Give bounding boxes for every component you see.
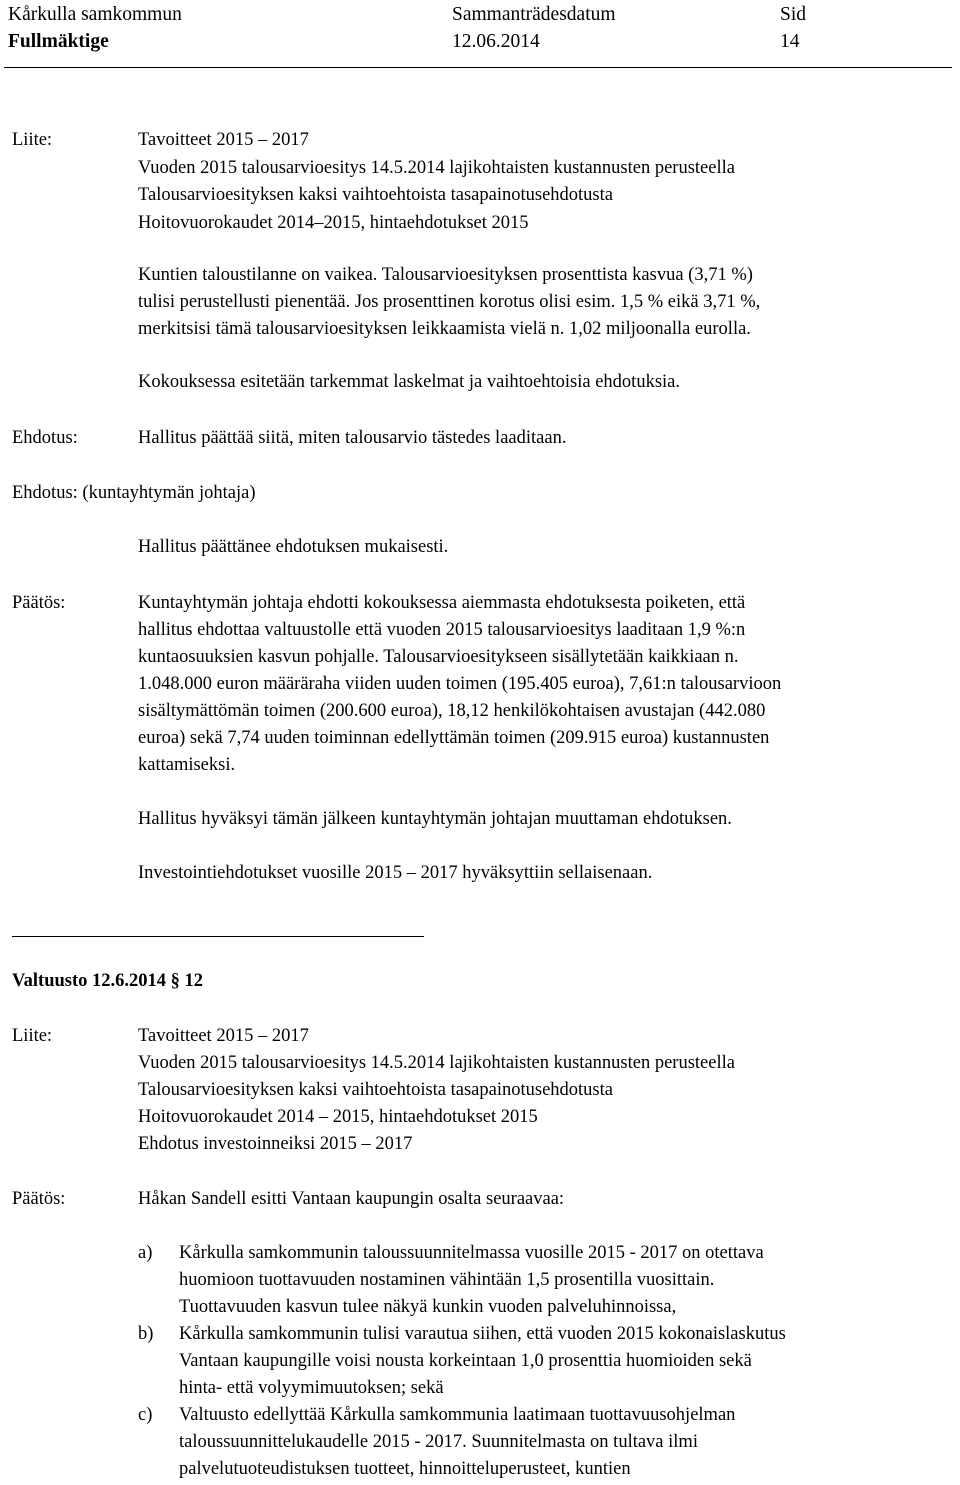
liite2-line: Ehdotus investoinneiksi 2015 – 2017 bbox=[138, 1134, 413, 1154]
item-line: Vantaan kaupungille voisi nousta korkeintaan 1,0 prosenttia huomioiden sekä bbox=[179, 1351, 752, 1371]
liite-line: Talousarvioesityksen kaksi vaihtoehtoista tasapainotusehdotusta bbox=[138, 185, 613, 205]
item-line: Kårkulla samkommunin taloussuunnitelmassa vuosille 2015 - 2017 on otettava bbox=[179, 1243, 764, 1263]
header-rule bbox=[4, 67, 952, 68]
item-line: huomioon tuottavuuden nostaminen vähintään 1,5 prosentilla vuosittain. bbox=[179, 1270, 715, 1290]
body-name: Fullmäktige bbox=[8, 31, 109, 52]
item-line: palvelutuoteudistuksen tuotteet, hinnoitteluperusteet, kuntien bbox=[179, 1459, 631, 1479]
section2-heading: Valtuusto 12.6.2014 § 12 bbox=[12, 971, 204, 991]
paatos-line: hallitus ehdottaa valtuustolle että vuoden 2015 talousarvioesitys laaditaan 1,9 %:n bbox=[138, 620, 746, 640]
liite-label: Liite: bbox=[12, 130, 53, 150]
paatos-line: kattamiseksi. bbox=[138, 755, 236, 775]
liite2-label: Liite: bbox=[12, 1026, 53, 1046]
paatos-line: Kuntayhtymän johtaja ehdotti kokouksessa aiemmasta ehdotuksesta poiketen, että bbox=[138, 593, 746, 613]
liite2-line: Hoitovuorokaudet 2014 – 2015, hintaehdotukset 2015 bbox=[138, 1107, 538, 1127]
meeting-note: Kokouksessa esitetään tarkemmat laskelmat ja vaihtoehtoisia ehdotuksia. bbox=[138, 372, 681, 392]
body-text-line: tulisi perustellusti pienentää. Jos prosenttinen korotus olisi esim. 1,5 % eikä 3,71 %, bbox=[138, 292, 761, 312]
page-number: 14 bbox=[780, 31, 800, 52]
item-line: taloussuunnittelukaudelle 2015 - 2017. Suunnitelmasta on tultava ilmi bbox=[179, 1432, 698, 1452]
paatos2-label: Päätös: bbox=[12, 1189, 66, 1209]
paatos-line: sisältymättömän toimen (200.600 euroa), 18,12 henkilökohtaisen avustajan (442.080 bbox=[138, 701, 766, 721]
liite2-line: Tavoitteet 2015 – 2017 bbox=[138, 1026, 309, 1046]
ehdotus2-label: Ehdotus: (kuntayhtymän johtaja) bbox=[12, 483, 256, 503]
liite-line: Vuoden 2015 talousarvioesitys 14.5.2014 lajikohtaisten kustannusten perusteella bbox=[138, 158, 735, 178]
org-name: Kårkulla samkommun bbox=[8, 4, 182, 25]
approval-text: Hallitus hyväksyi tämän jälkeen kuntayhtymän johtajan muuttaman ehdotuksen. bbox=[138, 809, 732, 829]
item-line: Kårkulla samkommunin tulisi varautua siihen, että vuoden 2015 kokonaislaskutus bbox=[179, 1324, 786, 1344]
meeting-date: 12.06.2014 bbox=[452, 31, 540, 52]
section-separator bbox=[12, 936, 424, 937]
item-line: Tuottavuuden kasvun tulee näkyä kunkin vuoden palveluhinnoissa, bbox=[179, 1297, 677, 1317]
ehdotus2-text: Hallitus päättänee ehdotuksen mukaisesti. bbox=[138, 537, 449, 557]
paatos2-text: Håkan Sandell esitti Vantaan kaupungin osalta seuraavaa: bbox=[138, 1189, 565, 1209]
item-marker: c) bbox=[138, 1405, 153, 1425]
body-text-line: Kuntien taloustilanne on vaikea. Talousarvioesityksen prosenttista kasvua (3,71 %) bbox=[138, 265, 753, 285]
item-marker: b) bbox=[138, 1324, 154, 1344]
date-label: Sammanträdesdatum bbox=[452, 4, 616, 25]
liite2-line: Vuoden 2015 talousarvioesitys 14.5.2014 lajikohtaisten kustannusten perusteella bbox=[138, 1053, 735, 1073]
liite-line: Tavoitteet 2015 – 2017 bbox=[138, 130, 309, 150]
paatos-line: 1.048.000 euron määräraha viiden uuden toimen (195.405 euroa), 7,61:n talousarvioon bbox=[138, 674, 782, 694]
page-label: Sid bbox=[780, 4, 807, 25]
liite2-line: Talousarvioesityksen kaksi vaihtoehtoista tasapainotusehdotusta bbox=[138, 1080, 613, 1100]
ehdotus-text: Hallitus päättää siitä, miten talousarvio tästedes laaditaan. bbox=[138, 428, 567, 448]
body-text-line: merkitsisi tämä talousarvioesityksen leikkaamista vielä n. 1,02 miljoonalla eurolla. bbox=[138, 319, 751, 339]
paatos-line: euroa) sekä 7,74 uuden toiminnan edellyttämän toimen (209.915 euroa) kustannusten bbox=[138, 728, 770, 748]
paatos-label: Päätös: bbox=[12, 593, 66, 613]
item-line: Valtuusto edellyttää Kårkulla samkommunia laatimaan tuottavuusohjelman bbox=[179, 1405, 736, 1425]
liite-line: Hoitovuorokaudet 2014–2015, hintaehdotukset 2015 bbox=[138, 213, 529, 233]
ehdotus-label: Ehdotus: bbox=[12, 428, 78, 448]
paatos-line: kuntaosuuksien kasvun pohjalle. Talousarvioesitykseen sisällytetään kaikkiaan n. bbox=[138, 647, 739, 667]
investments-text: Investointiehdotukset vuosille 2015 – 2017 hyväksyttiin sellaisenaan. bbox=[138, 863, 653, 883]
item-line: hinta- että volyymimuutoksen; sekä bbox=[179, 1378, 444, 1398]
item-marker: a) bbox=[138, 1243, 153, 1263]
